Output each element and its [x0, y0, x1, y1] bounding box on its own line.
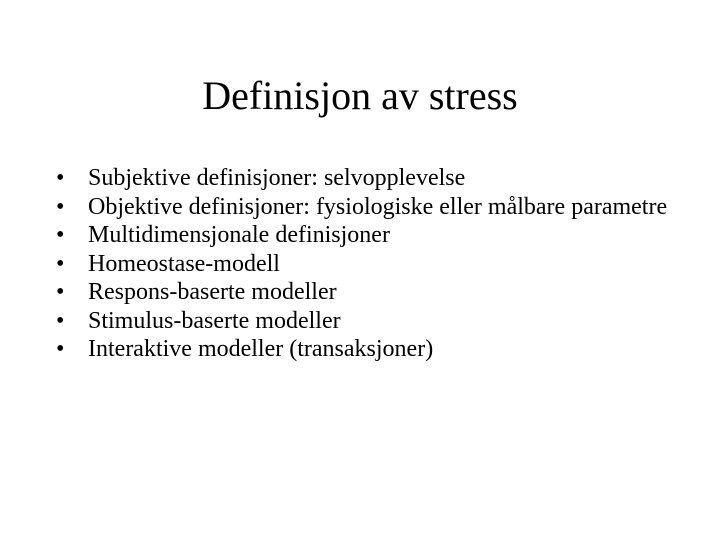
slide-title: Definisjon av stress — [202, 73, 518, 118]
bullet-icon: • — [56, 165, 65, 191]
list-item-text: Interaktive modeller (transaksjoner) — [88, 336, 434, 362]
bullet-icon: • — [56, 193, 65, 220]
list-item-text: Multidimensjonale definisjoner — [88, 222, 390, 248]
bullet-list — [52, 164, 672, 364]
list-item — [52, 164, 672, 193]
list-item — [52, 193, 672, 222]
bullet-icon: • — [56, 336, 65, 362]
bullet-icon: • — [56, 250, 65, 277]
list-item-text: Subjektive definisjoner: selvopplevelse — [88, 165, 466, 191]
list-item-text: Homeostase-modell — [88, 250, 280, 277]
list-item-text: Objektive definisjoner: fysiologiske eller målbare parametre — [88, 193, 668, 220]
list-item — [52, 250, 672, 279]
list-item-text: Respons-baserte modeller — [88, 279, 337, 305]
list-item — [52, 335, 672, 364]
list-item-text: Stimulus-baserte modeller — [88, 307, 341, 334]
bullet-icon: • — [56, 307, 65, 334]
list-item — [52, 221, 672, 250]
bullet-icon: • — [56, 279, 65, 305]
list-item — [52, 278, 672, 307]
bullet-icon: • — [56, 222, 65, 248]
list-item — [52, 307, 672, 336]
